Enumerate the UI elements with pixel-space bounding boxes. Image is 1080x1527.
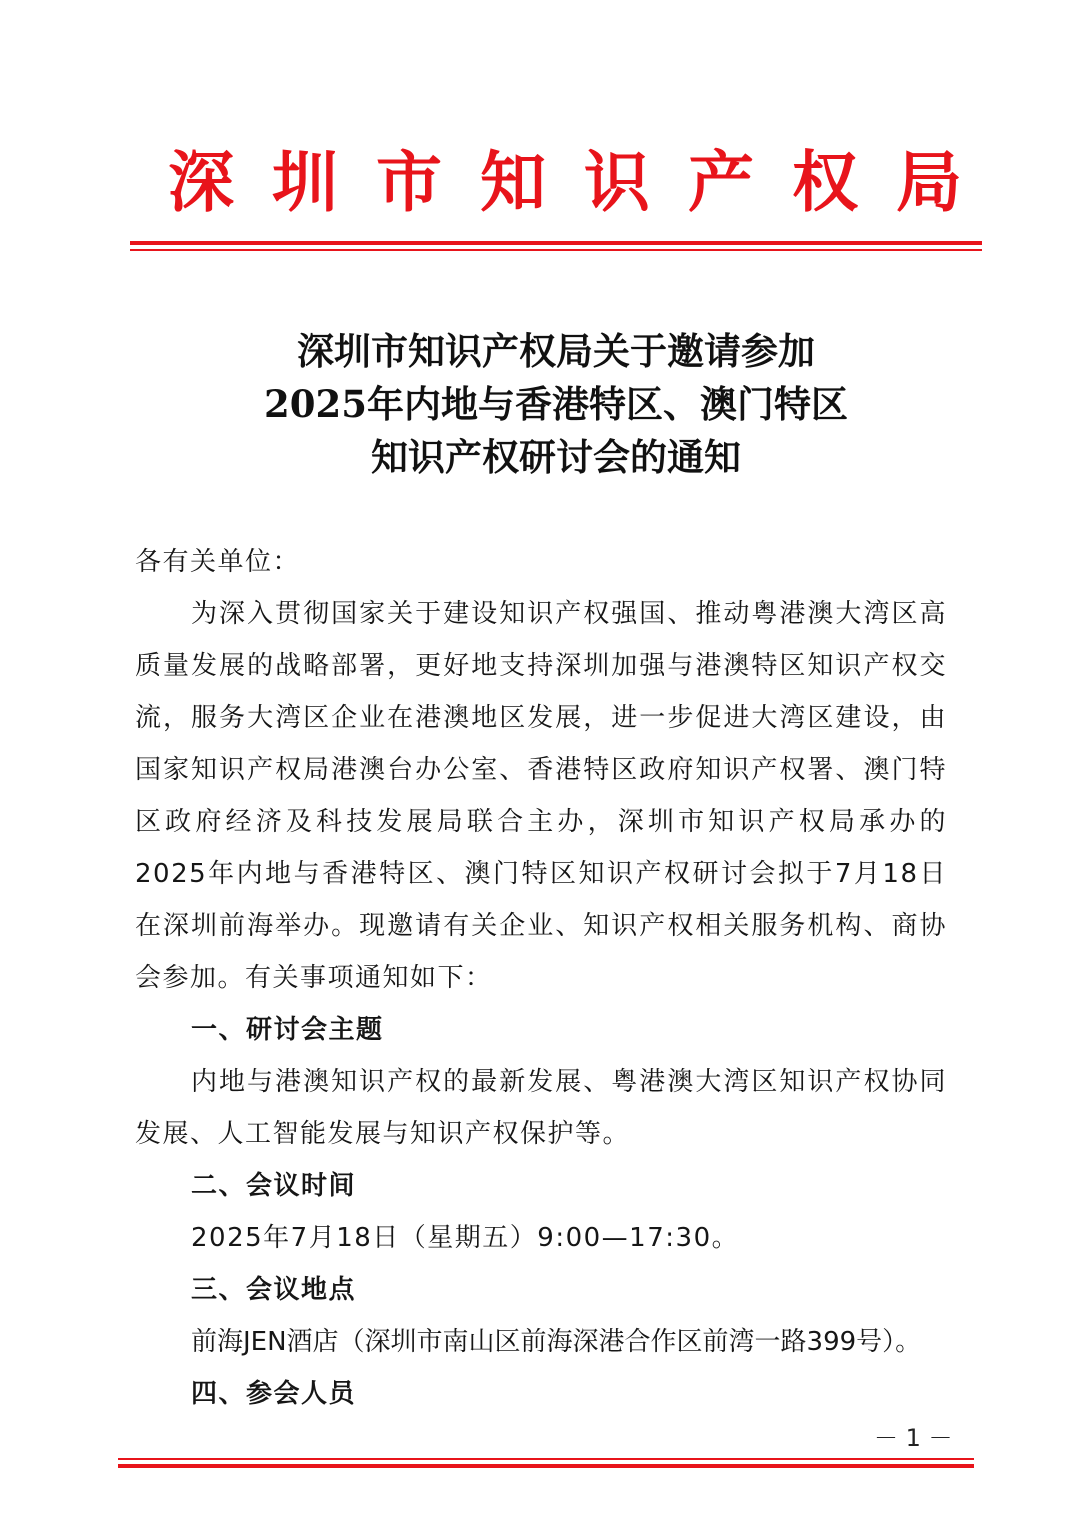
notice-title-line-3: 知识产权研讨会的通知	[371, 435, 741, 479]
notice-title	[130, 325, 982, 484]
page-number: － 1 －	[874, 1424, 953, 1452]
section-content-topic: 内地与港澳知识产权的最新发展、粤港澳大湾区知识产权协同发展、人工智能发展与知识产权保护等。	[135, 1067, 947, 1149]
section-content-venue: 前海JEN酒店（深圳市南山区前海深港合作区前湾一路399号）。	[191, 1327, 922, 1357]
section-heading-venue: 三、会议地点	[191, 1275, 357, 1305]
notice-title-line-2: 2025年内地与香港特区、澳门特区	[264, 382, 848, 426]
section-heading-time: 二、会议时间	[191, 1171, 357, 1201]
footer-rule-thin	[118, 1458, 974, 1460]
notice-body	[135, 536, 947, 1420]
footer-rule-thick	[118, 1464, 974, 1468]
section-heading-attendees: 四、参会人员	[191, 1379, 357, 1409]
letterhead-rule-thick	[130, 241, 982, 245]
section-heading-topic: 一、研讨会主题	[191, 1015, 384, 1045]
salutation: 各有关单位：	[135, 547, 301, 577]
letterhead-agency-name: 深圳市知识产权局	[168, 143, 1000, 221]
notice-title-line-1: 深圳市知识产权局关于邀请参加	[297, 329, 815, 373]
letterhead-rule-thin	[130, 249, 982, 251]
section-content-time: 2025年7月18日（星期五）9:00—17:30。	[191, 1223, 740, 1253]
intro-paragraph: 为深入贯彻国家关于建设知识产权强国、推动粤港澳大湾区高质量发展的战略部署，更好地支持深圳加强与港澳特区知识产权交流，服务大湾区企业在港澳地区发展，进一步促进大湾区建设，由国家知识产权局港澳台办公室、香港特区政府知识产权署、澳门特区政府经济及科技发展局联合主办，深圳市知识产权局承办的2025年内地与香港特区、澳门特区知识产权研讨会拟于7月18日在深圳前海举办。现邀请有关企业、知识产权相关服务机构、商协会参加。有关事项通知如下：	[135, 599, 947, 993]
